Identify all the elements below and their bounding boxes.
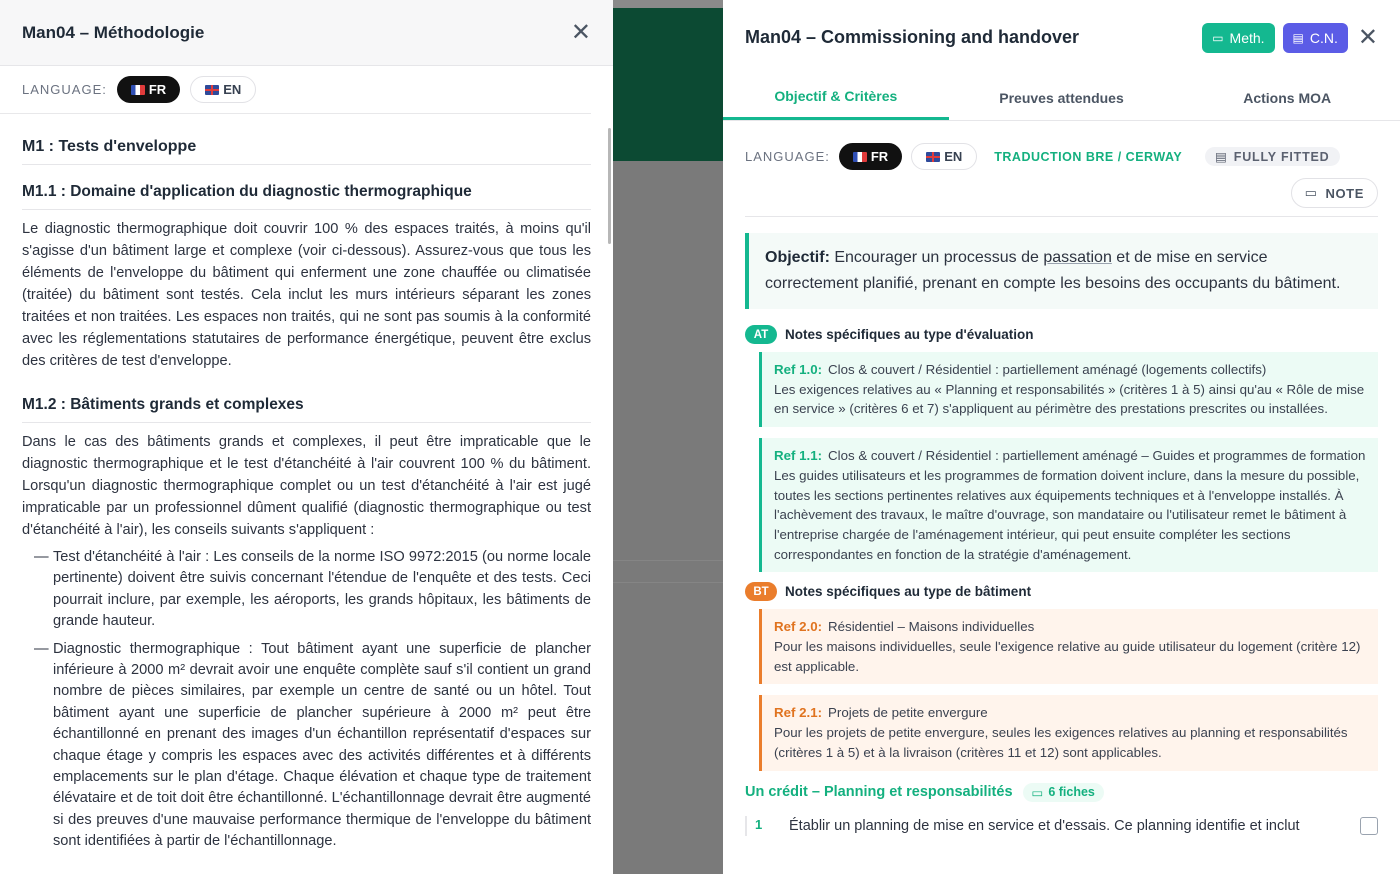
criterion-number: 1 (755, 816, 763, 832)
clipboard-icon: ▤ (1292, 30, 1304, 45)
note-title: Projets de petite envergure (828, 705, 988, 721)
lang-fr-button[interactable] (117, 76, 180, 103)
book-icon: ▭ (1031, 785, 1044, 800)
bullet-dash: — (34, 640, 49, 657)
methodology-button[interactable] (1202, 23, 1274, 53)
objective-box (745, 233, 1378, 309)
objective-label: Objectif: (765, 249, 830, 266)
flag-uk-icon (926, 152, 940, 162)
credit-header (723, 0, 1400, 75)
building-notes-title: Notes spécifiques au type de bâtiment (785, 584, 1032, 600)
note-ref: Ref 2.0: (774, 619, 823, 635)
paragraph-m12: Dans le cas des bâtiments grands et complexes, il peut être impraticable que le diagnostic thermographique et le test d'étanchéité à l'air couvrent 100 % du bâtiment. Lorsqu'un diagnostic thermographique complet ou un test d'étanchéité à l'air est jugé impraticable par un professionnel dûment qualifié (diagnostic thermographique ou test d'étanchéité à l'air), les conseils suivants s'appliquent : (22, 434, 591, 538)
guidance-list (22, 547, 591, 853)
credit-title: Man04 – Commissioning and handover (745, 27, 1080, 47)
background-strip (613, 0, 723, 8)
divider (745, 216, 1378, 217)
note-ref-1-1 (759, 438, 1378, 572)
close-icon[interactable]: ✕ (1357, 24, 1378, 51)
tab-preuves-attendues[interactable]: Preuves attendues (999, 89, 1124, 106)
language-label: LANGUAGE: (745, 149, 830, 164)
note-title: Résidentiel – Maisons individuelles (828, 619, 1035, 635)
language-toolbar (723, 121, 1400, 216)
lang-en-label: EN (223, 82, 242, 97)
note-title: Clos & couvert / Résidentiel : partiellement aménagé (logements collectifs) (828, 362, 1267, 377)
lang-fr-label: FR (870, 149, 889, 164)
language-selector (0, 66, 591, 114)
tab-actions-moa[interactable]: Actions MOA (1243, 89, 1332, 106)
cn-button-label: C.N. (1309, 29, 1338, 46)
criterion-text: Établir un planning de mise en service et d'essais. Ce planning identifie et inclut (789, 817, 1300, 834)
list-item-text: Test d'étanchéité à l'air : Les conseils de la norme ISO 9972:2015 (ou norme locale pertinente) doivent être suivis concernant l'étendue de l'enquête et des tests. Ceci pourrait inclure, par exemple, les aéroports, les grands hôpitaux, les bâtiments de grande hauteur. (53, 549, 591, 630)
flag-uk-icon (205, 85, 219, 95)
note-text: Les exigences relatives au « Planning et responsabilités » (critères 1 à 5) ainsi qu'au « Rôle de mise en service » (critères 6 et 7) s'appliquent au périmètre des prestations prescrites ou installées. (774, 381, 1365, 417)
lang-fr-label: FR (148, 82, 167, 97)
tab-bar (723, 75, 1400, 121)
note-button-label: NOTE (1325, 185, 1364, 201)
cn-button[interactable] (1283, 23, 1348, 53)
flag-fr-icon (853, 152, 867, 162)
list-item (22, 639, 591, 853)
criterion-checkbox[interactable] (1360, 817, 1378, 835)
bt-tag: BT (745, 582, 777, 601)
note-title: Clos & couvert / Résidentiel : partiellement aménagé – Guides et programmes de formation (828, 448, 1366, 464)
section-heading-m11: M1.1 : Domaine d'application du diagnostic thermographique (22, 165, 591, 210)
criterion-row (745, 816, 1378, 836)
note-ref-2-1 (759, 695, 1378, 770)
note-ref: Ref 1.1: (774, 448, 823, 464)
list-item-text: Diagnostic thermographique : Tout bâtiment ayant une superficie de plancher inférieure à 2000 m² devrait avoir une enquête complète sauf s'il contient un grand nombre de pièces similaires, par exemple un centre de santé ou un hôtel. Tout bâtiment ayant une superficie de plancher supérieure à 2000 m² peut être échantillonné en prenant des images d'un échantillon représentatif d'espaces sur chaque étage y compris les espaces avec des activités différentes et à différents emplacements sur le plan d'étage. Chaque élévation et chaque type de traitement élévataire et de toit doit être échantillonné. L'échantillonnage devrait être augmenté si des preuves d'une mauvaise performance thermique de l'enveloppe du bâtiment sont identifiées à partir de l'échantillonnage. (53, 640, 591, 850)
section-heading-m1: M1 : Tests d'enveloppe (22, 114, 591, 165)
methodology-content (0, 114, 613, 853)
bullet-dash: — (34, 549, 49, 565)
note-button[interactable] (1291, 178, 1378, 208)
objective-text: Encourager un processus de (829, 249, 1044, 266)
methodology-button-label: Meth. (1229, 29, 1265, 46)
paragraph-m11: Le diagnostic thermographique doit couvrir 100 % des espaces traités, à moins qu'il s'agisse d'un bâtiment large et complexe (voir ci-dessous). Assurez-vous que tous les éléments de l'enveloppe du bâtiment qui enferment une zone chauffée ou climatisée (traitée) du bâtiment sont testés. Cela inclut les murs intérieurs séparant les zones traitées et non traitées. Les espaces non traités, qui ne sont pas soumis à la conformité avec les réglementations statutaires de performance énergétique, peuvent être exclus des critères de test d'enveloppe. (22, 221, 591, 369)
assessment-notes-heading (745, 325, 1378, 344)
credit-section-title: Un crédit – Planning et responsabilités (745, 784, 1013, 801)
note-ref: Ref 1.0: (774, 362, 823, 377)
lang-fr-button[interactable] (839, 143, 902, 170)
fully-fitted-badge (1205, 147, 1339, 166)
comment-icon: ▭ (1304, 185, 1318, 200)
translation-source: TRADUCTION BRE / CERWAY (994, 149, 1183, 164)
methodology-title: Man04 – Méthodologie (22, 22, 205, 42)
credit-panel (723, 0, 1400, 874)
clipboard-icon: ▤ (1215, 150, 1228, 164)
building-notes-heading (745, 582, 1378, 601)
flag-fr-icon (131, 85, 145, 95)
note-ref-1-0 (759, 352, 1378, 427)
lang-en-label: EN (944, 149, 963, 164)
credit-section-header (745, 783, 1378, 802)
fiches-label: 6 fiches (1048, 785, 1095, 800)
assessment-notes-title: Notes spécifiques au type d'évaluation (785, 327, 1034, 342)
at-tag: AT (745, 325, 777, 344)
note-text: Les guides utilisateurs et les programmes de formation doivent inclure, dans la mesure du possible, toutes les sections pertinentes relatives aux équipements techniques et à l'enveloppe installés. À l'achèvement des travaux, le maître d'ouvrage, son mandataire ou l'utilisateur remet le bâtiment à l'entreprise chargée de l'aménagement intérieur, qui peut ensuite compléter les sections correspondantes en fonction de la stratégie d'aménagement. (774, 467, 1360, 562)
objective-text-end: et de mise en service correctement planifié, prenant en compte les besoins des occupants du bâtiment. (765, 249, 1341, 292)
fiches-badge[interactable] (1023, 783, 1104, 802)
book-icon: ▭ (1212, 30, 1224, 45)
close-icon[interactable]: ✕ (570, 18, 591, 46)
list-item (22, 547, 591, 633)
background-divider (613, 582, 723, 583)
language-label: LANGUAGE: (22, 82, 107, 97)
objective-glossary-term[interactable]: passation (1043, 249, 1112, 266)
methodology-header (0, 0, 613, 66)
note-text: Pour les maisons individuelles, seule l'exigence relative au guide utilisateur du logement (critère 12) est applicable. (774, 639, 1361, 674)
tab-objectif-criteres[interactable]: Objectif & Critères (723, 75, 949, 120)
lang-en-button[interactable] (190, 76, 256, 103)
section-heading-m12: M1.2 : Bâtiments grands et complexes (22, 372, 591, 423)
note-ref-2-0 (759, 609, 1378, 684)
fully-fitted-label: FULLY FITTED (1233, 149, 1330, 164)
note-text: Pour les projets de petite envergure, seules les exigences relatives au planning et responsabilités (critères 1 à 5) et à la livraison (critères 11 et 12) sont applicables. (774, 725, 1348, 760)
background-header-block (613, 8, 723, 161)
note-ref: Ref 2.1: (774, 705, 823, 721)
background-divider (613, 560, 723, 561)
methodology-panel (0, 0, 613, 874)
lang-en-button[interactable] (911, 143, 977, 170)
